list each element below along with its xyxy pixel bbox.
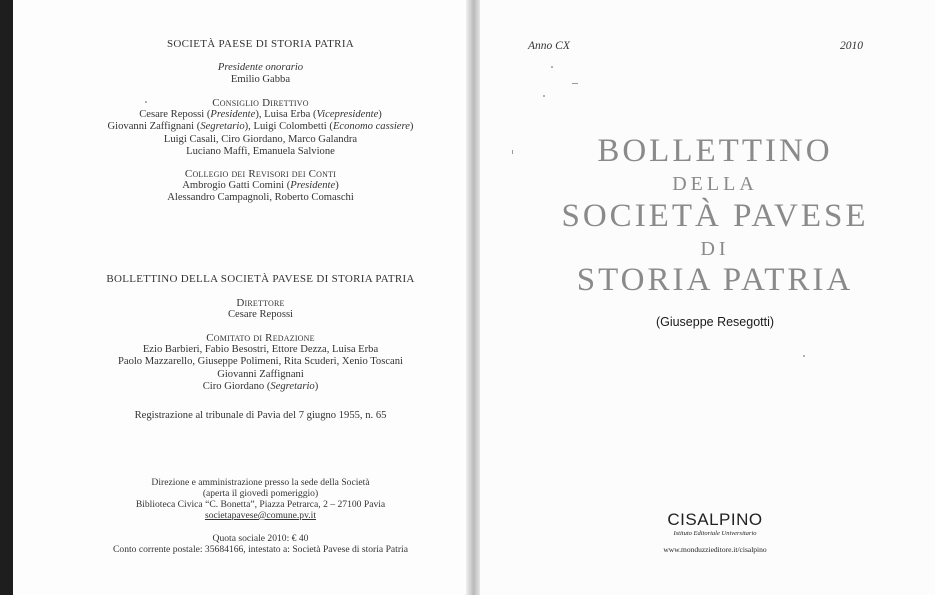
title-line-2: DELLA [672, 173, 758, 195]
honorary-president-block [13, 62, 508, 86]
scan-speck [803, 355, 805, 357]
registration-text: Registrazione al tribunale di Pavia del 7 giugno 1955, n. 65 [134, 410, 387, 421]
footer-line-1: Direzione e amministrazione presso la sede della Società [151, 477, 370, 488]
footer-line-3: Biblioteca Civica “C. Bonetta”, Piazza Petrarca, 2 – 27100 Pavia [135, 499, 386, 510]
editorial-block [13, 332, 508, 393]
scan-speck [512, 150, 513, 154]
editorial-title: Comitato di Redazione [206, 332, 315, 344]
honorary-role: Presidente onorario [217, 62, 304, 73]
footer-line-2: (aperta il giovedì pomeriggio) [202, 488, 319, 499]
editorial-line-1: Ezio Barbieri, Fabio Besostri, Ettore Dezza, Luisa Erba [142, 344, 379, 356]
board-block [13, 97, 508, 158]
account-text: Conto corrente postale: 35684166, intestato a: Società Pavese di storia Patria [113, 544, 408, 555]
bulletin-heading: BOLLETTINO DELLA SOCIETÀ PAVESE DI STORIA PATRIA [106, 273, 415, 285]
fee-block [13, 533, 508, 555]
publisher-logo: CISALPINO [667, 510, 763, 529]
editorial-line-4: Ciro Giordano (Segretario) [202, 380, 319, 392]
auditors-title: Collegio dei Revisori dei Conti [184, 168, 337, 180]
editorial-line-3: Giovanni Zaffignani [217, 368, 304, 380]
board-line-4: Luciano Maffi, Emanuela Salvione [186, 145, 335, 157]
scan-speck [551, 66, 553, 68]
volume-year: 2010 [840, 40, 863, 52]
director-block [13, 297, 508, 321]
title-line-5-wrap [540, 262, 890, 298]
honorary-name: Emilio Gabba [230, 74, 291, 86]
publisher-url[interactable]: www.monduzzieditore.it/cisalpino [663, 545, 767, 554]
title-block [540, 133, 890, 169]
board-line-2: Giovanni Zaffignani (Segretario), Luigi Colombetti (Economo cassiere) [107, 121, 414, 133]
director-name: Cesare Repossi [227, 309, 294, 321]
publisher-tagline: Istituto Editoriale Universitario [673, 530, 757, 537]
binding-edge [0, 0, 13, 595]
subtitle: (Giuseppe Resegotti) [655, 315, 775, 329]
editorial-line-2: Paolo Mazzarello, Giuseppe Polimeni, Rita Scuderi, Xenio Toscani [117, 356, 404, 368]
auditors-line-1: Ambrogio Gatti Comini (Presidente) [182, 180, 339, 192]
fee-text: Quota sociale 2010: € 40 [212, 533, 309, 544]
registration-block [13, 410, 508, 422]
volume-number: Anno CX [528, 40, 570, 52]
board-line-3: Luigi Casali, Ciro Giordano, Marco Galandra [163, 133, 358, 145]
publisher-block [615, 510, 815, 554]
title-line-2-wrap [540, 172, 890, 196]
society-heading-block [13, 38, 508, 50]
title-line-3-wrap [540, 198, 890, 234]
title-line-1: BOLLETTINO [597, 133, 833, 169]
society-heading: SOCIETÀ PAESE DI STORIA PATRIA [166, 38, 355, 50]
title-line-5: STORIA PATRIA [576, 262, 854, 298]
title-line-4-wrap [540, 237, 890, 261]
auditors-line-2: Alessandro Campagnoli, Roberto Comaschi [167, 192, 354, 204]
bulletin-heading-block [13, 273, 508, 285]
board-title: Consiglio Direttivo [212, 97, 309, 109]
title-line-4: DI [700, 238, 730, 260]
scan-speck [572, 83, 578, 84]
title-line-3: SOCIETÀ PAVESE [561, 198, 869, 234]
address-block [13, 477, 508, 521]
scan-speck [543, 95, 545, 97]
auditors-block [13, 168, 508, 205]
board-line-1: Cesare Repossi (Presidente), Luisa Erba (Vicepresidente) [139, 109, 382, 121]
email-link[interactable]: societapavese@comune.pv.it [204, 510, 317, 521]
scan-speck [145, 101, 147, 103]
director-title: Direttore [236, 297, 285, 309]
